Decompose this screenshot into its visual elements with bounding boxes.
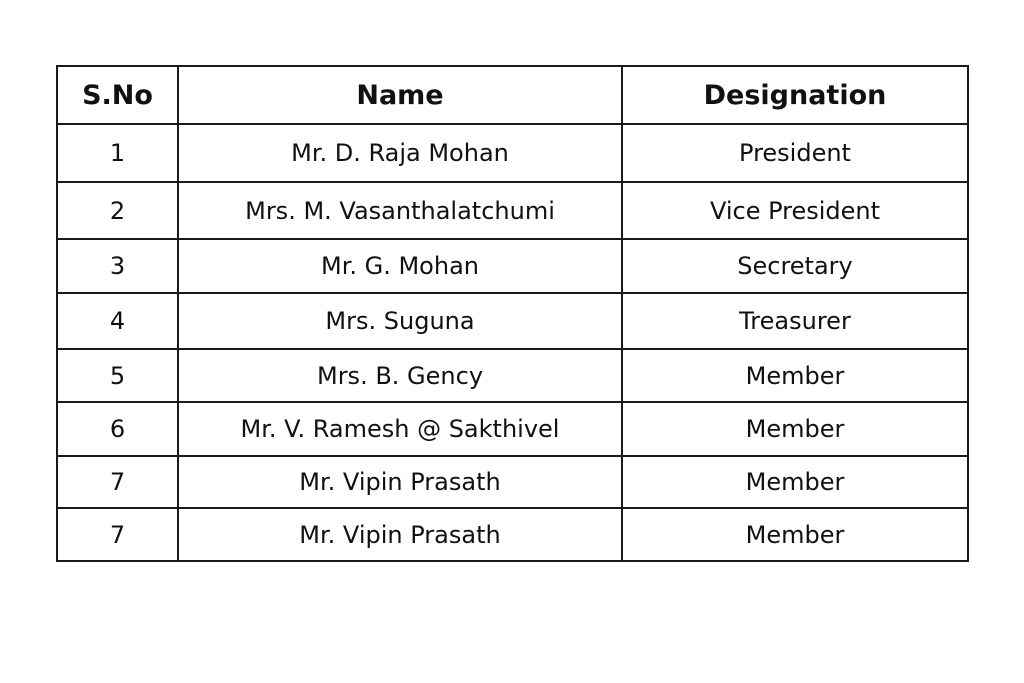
cell-sno: 6 bbox=[57, 402, 178, 456]
header-designation: Designation bbox=[622, 66, 968, 124]
cell-name: Mr. D. Raja Mohan bbox=[178, 124, 622, 182]
table-row bbox=[57, 239, 968, 293]
cell-name: Mrs. M. Vasanthalatchumi bbox=[178, 182, 622, 239]
cell-sno: 5 bbox=[57, 349, 178, 402]
header-sno: S.No bbox=[57, 66, 178, 124]
cell-sno: 3 bbox=[57, 239, 178, 293]
cell-designation: Member bbox=[622, 508, 968, 561]
cell-name: Mr. Vipin Prasath bbox=[178, 508, 622, 561]
cell-designation: Member bbox=[622, 402, 968, 456]
cell-sno: 1 bbox=[57, 124, 178, 182]
table-row bbox=[57, 349, 968, 402]
table-header bbox=[57, 66, 968, 124]
cell-sno: 7 bbox=[57, 508, 178, 561]
cell-name: Mrs. Suguna bbox=[178, 293, 622, 349]
cell-designation: Member bbox=[622, 456, 968, 508]
cell-sno: 2 bbox=[57, 182, 178, 239]
cell-name: Mrs. B. Gency bbox=[178, 349, 622, 402]
cell-designation: Treasurer bbox=[622, 293, 968, 349]
header-row bbox=[57, 66, 968, 124]
table-row bbox=[57, 124, 968, 182]
cell-sno: 7 bbox=[57, 456, 178, 508]
committee-table bbox=[56, 65, 969, 562]
cell-designation: Vice President bbox=[622, 182, 968, 239]
cell-name: Mr. V. Ramesh @ Sakthivel bbox=[178, 402, 622, 456]
cell-designation: Member bbox=[622, 349, 968, 402]
table-row bbox=[57, 182, 968, 239]
cell-name: Mr. G. Mohan bbox=[178, 239, 622, 293]
table-row bbox=[57, 402, 968, 456]
table-row bbox=[57, 293, 968, 349]
table-body bbox=[57, 124, 968, 561]
table-row bbox=[57, 508, 968, 561]
cell-designation: President bbox=[622, 124, 968, 182]
header-name: Name bbox=[178, 66, 622, 124]
cell-sno: 4 bbox=[57, 293, 178, 349]
cell-name: Mr. Vipin Prasath bbox=[178, 456, 622, 508]
cell-designation: Secretary bbox=[622, 239, 968, 293]
table-row bbox=[57, 456, 968, 508]
